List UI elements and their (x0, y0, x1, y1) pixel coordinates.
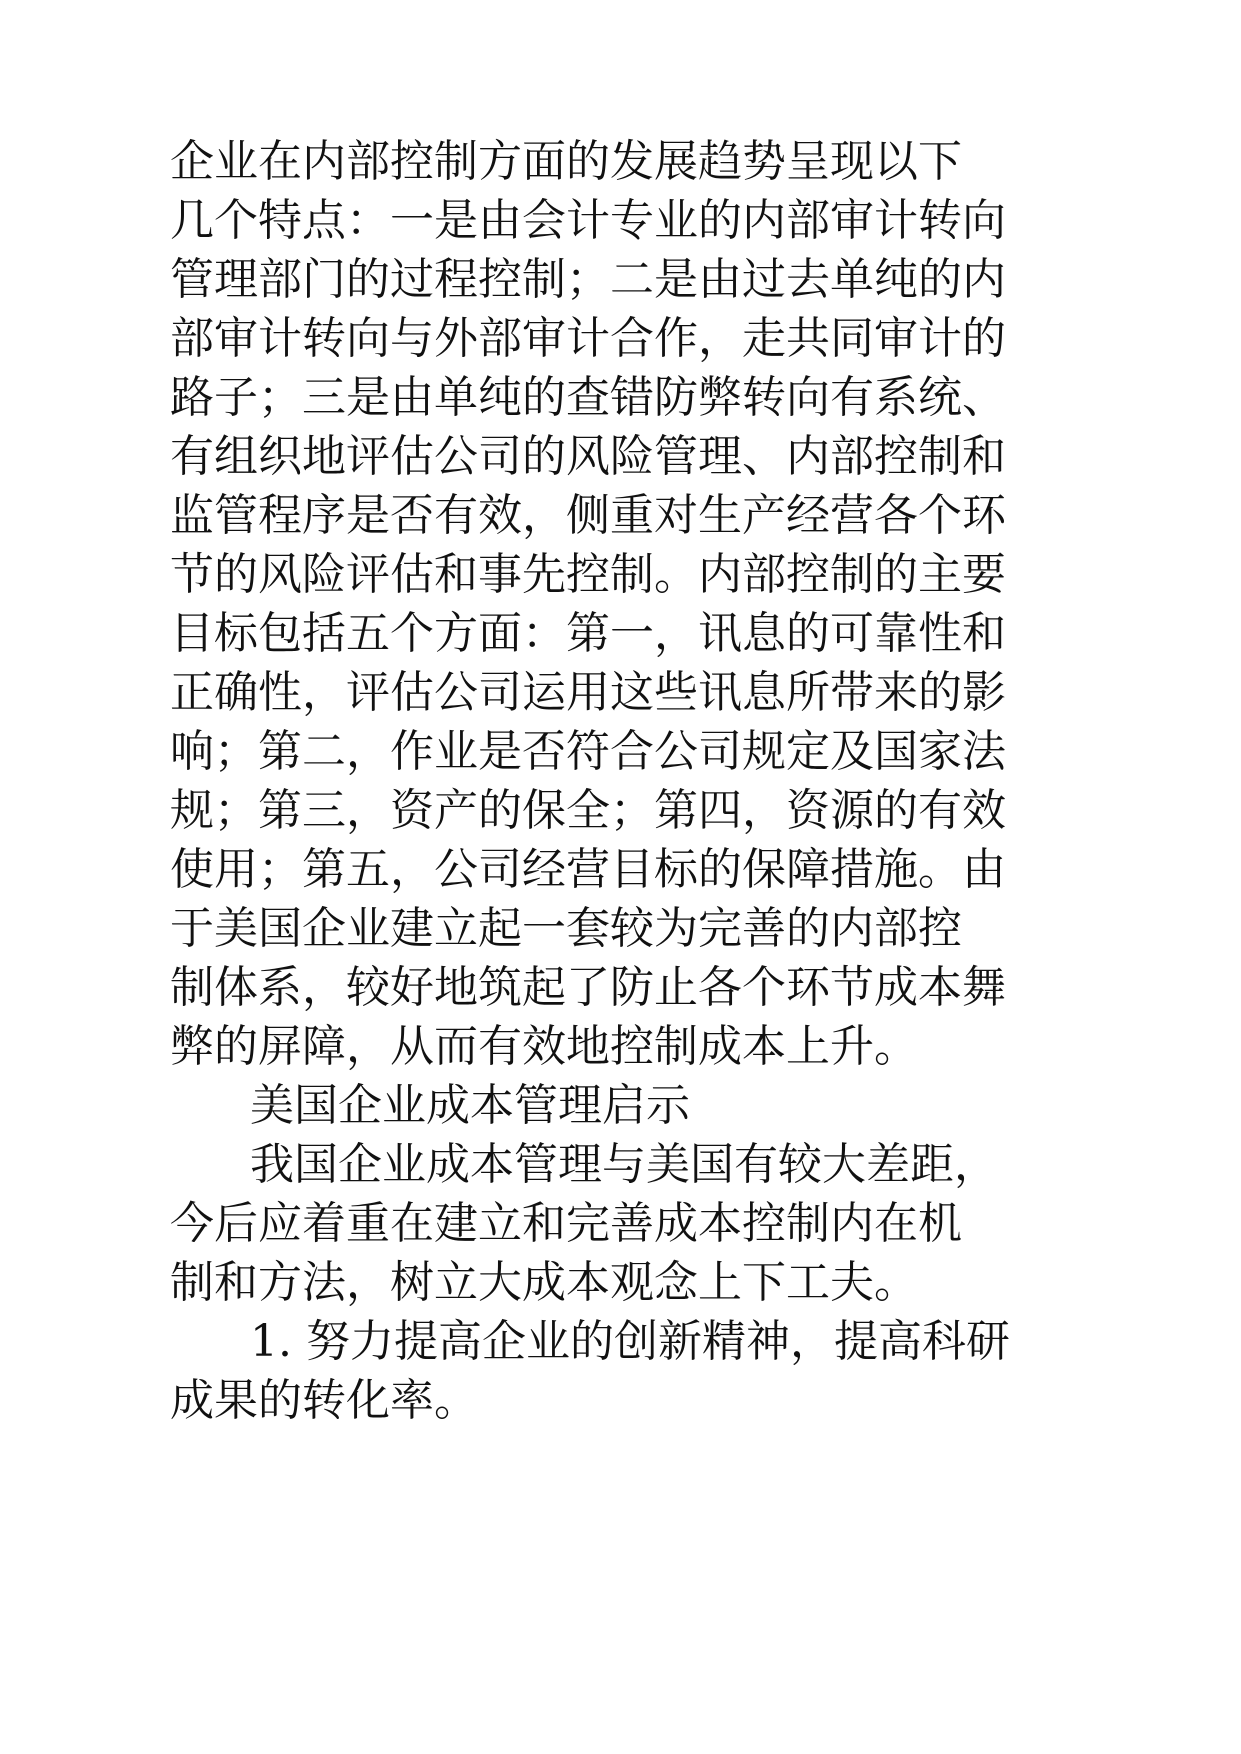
text-line: 有组织地评估公司的风险管理、内部控制和 (170, 431, 1006, 482)
text-line: 制体系，较好地筑起了防止各个环节成本舞 (170, 962, 1006, 1013)
text-line: 成果的转化率。 (170, 1375, 478, 1426)
text-line: 节的风险评估和事先控制。内部控制的主要 (170, 549, 1006, 600)
text-line: 今后应着重在建立和完善成本控制内在机 (170, 1198, 962, 1249)
section-heading: 美国企业成本管理启示 (250, 1080, 690, 1131)
text-line: 规；第三，资产的保全；第四，资源的有效 (170, 785, 1006, 836)
text-line: 企业在内部控制方面的发展趋势呈现以下 (170, 136, 962, 187)
list-item-heading: 1. 努力提高企业的创新精神，提高科研 (250, 1316, 1010, 1367)
text-line: 路子；三是由单纯的查错防弊转向有系统、 (170, 372, 1006, 423)
text-line: 部审计转向与外部审计合作，走共同审计的 (170, 313, 1006, 364)
text-line: 目标包括五个方面：第一，讯息的可靠性和 (170, 608, 1006, 659)
text-line: 正确性，评估公司运用这些讯息所带来的影 (170, 667, 1006, 718)
text-line: 响；第二，作业是否符合公司规定及国家法 (170, 726, 1006, 777)
text-line: 弊的屏障，从而有效地控制成本上升。 (170, 1021, 918, 1072)
text-line: 使用；第五，公司经营目标的保障措施。由 (170, 844, 1006, 895)
text-line: 几个特点：一是由会计专业的内部审计转向 (170, 195, 1006, 246)
text-line: 管理部门的过程控制；二是由过去单纯的内 (170, 254, 1006, 305)
text-line: 于美国企业建立起一套较为完善的内部控 (170, 903, 962, 954)
text-line: 制和方法，树立大成本观念上下工夫。 (170, 1257, 918, 1308)
text-line: 监管程序是否有效，侧重对生产经营各个环 (170, 490, 1006, 541)
text-line: 我国企业成本管理与美国有较大差距， (250, 1139, 998, 1190)
